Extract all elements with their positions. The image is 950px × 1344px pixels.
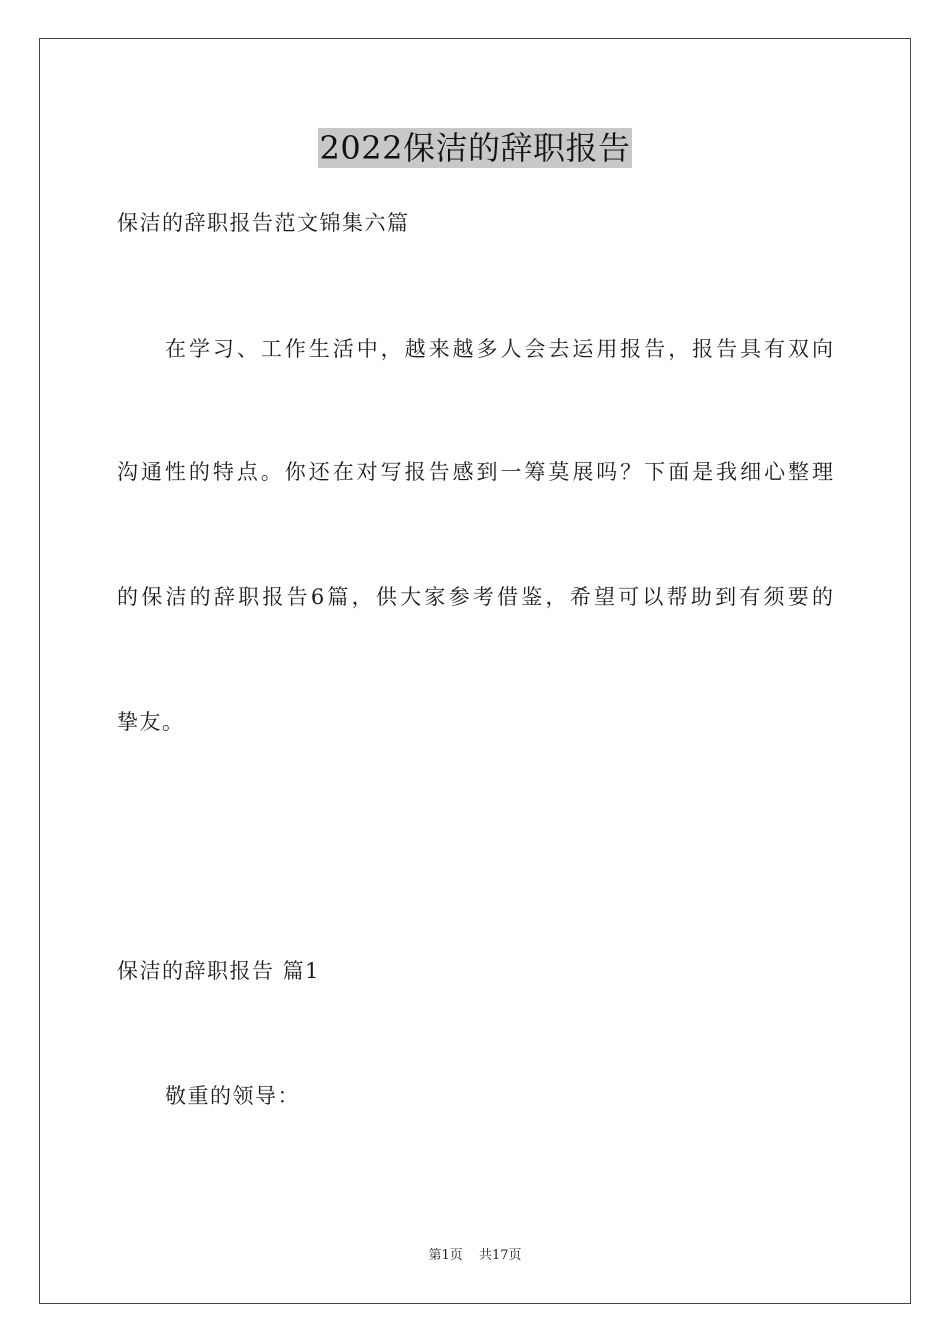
intro-line-4: 挚友。 (117, 710, 185, 734)
document-title: 2022保洁的辞职报告 (319, 129, 631, 167)
section-heading: 保洁的辞职报告 篇1 (117, 959, 321, 983)
title-container (0, 128, 950, 168)
page-number: 第1页 (428, 1248, 463, 1263)
salutation: 敬重的领导： (165, 1084, 300, 1108)
intro-line-3: 的保洁的辞职报告6篇，供大家参考借鉴，希望可以帮助到有须要的 (117, 585, 833, 609)
page-footer (0, 1246, 950, 1266)
page-total: 共17页 (478, 1248, 522, 1263)
intro-line-1: 在学习、工作生活中，越来越多人会去运用报告，报告具有双向 (165, 337, 833, 361)
document-subtitle: 保洁的辞职报告范文锦集六篇 (117, 211, 410, 235)
intro-line-2: 沟通性的特点。你还在对写报告感到一筹莫展吗？下面是我细心整理 (117, 460, 833, 484)
